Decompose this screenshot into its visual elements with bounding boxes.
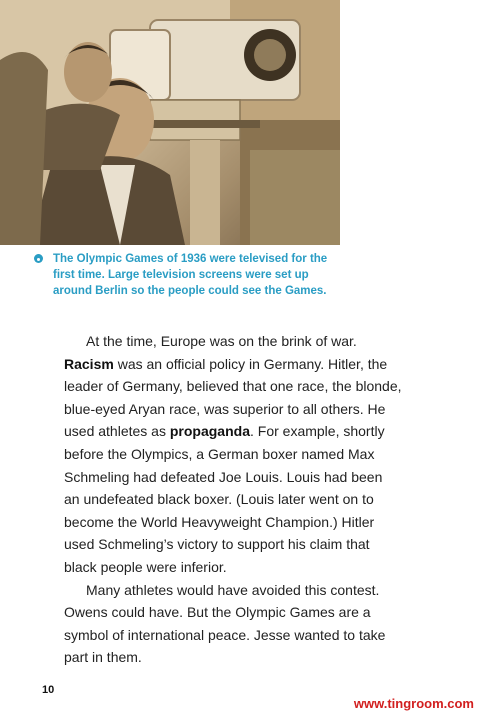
- paragraph-1-line-1: At the time, Europe was on the brink of war.: [86, 333, 357, 349]
- paragraph-1-line-11: black people were inferior.: [64, 558, 227, 575]
- camera-caption-icon: [34, 254, 43, 263]
- paragraph-1-line-3: leader of Germany, believed that one race, the blonde,: [64, 378, 402, 395]
- page-number: 10: [42, 684, 55, 696]
- caption-line-2: first time. Large television screens were set up: [53, 269, 309, 281]
- term-propaganda: propaganda: [169, 423, 250, 440]
- line-5-suffix: . For example, shortly: [249, 423, 385, 440]
- caption-line-1: The Olympic Games of 1936 were televised for the: [53, 253, 328, 265]
- paragraph-1-line-4: blue-eyed Aryan race, was superior to all others. He: [64, 400, 386, 417]
- paragraph-1-line-2: [64, 353, 444, 376]
- paragraph-2-line-3: symbol of international peace. Jesse wanted to take: [64, 626, 386, 643]
- paragraph-2-line-4: part in them.: [64, 649, 142, 666]
- line-2-text: was an official policy in Germany. Hitler, the: [113, 355, 388, 372]
- paragraph-1-line-7: Schmeling had defeated Joe Louis. Louis had been: [64, 468, 383, 485]
- paragraph-1-line-9: become the World Heavyweight Champion.) Hitler: [64, 513, 375, 530]
- paragraph-1-line-10: used Schmeling’s victory to support his claim that: [64, 536, 370, 553]
- line-5-prefix: used athletes as: [64, 423, 170, 440]
- paragraph-2-line-1: Many athletes would have avoided this contest.: [86, 581, 380, 598]
- historical-photo: [0, 0, 340, 245]
- paragraph-1-line-5: [64, 420, 444, 443]
- body-text: [64, 330, 444, 669]
- term-racism: Racism: [64, 355, 114, 372]
- paragraph-1-line-6: before the Olympics, a German boxer named Max: [64, 445, 375, 462]
- watermark: www.tingroom.com: [353, 696, 474, 711]
- photo-illustration: [0, 0, 340, 245]
- caption-line-3: around Berlin so the people could see the Games.: [53, 285, 327, 297]
- paragraph-2-line-2: Owens could have. But the Olympic Games are a: [64, 604, 371, 621]
- paragraph-1-line-8: an undefeated black boxer. (Louis later went on to: [64, 491, 374, 508]
- photo-caption: [34, 251, 354, 299]
